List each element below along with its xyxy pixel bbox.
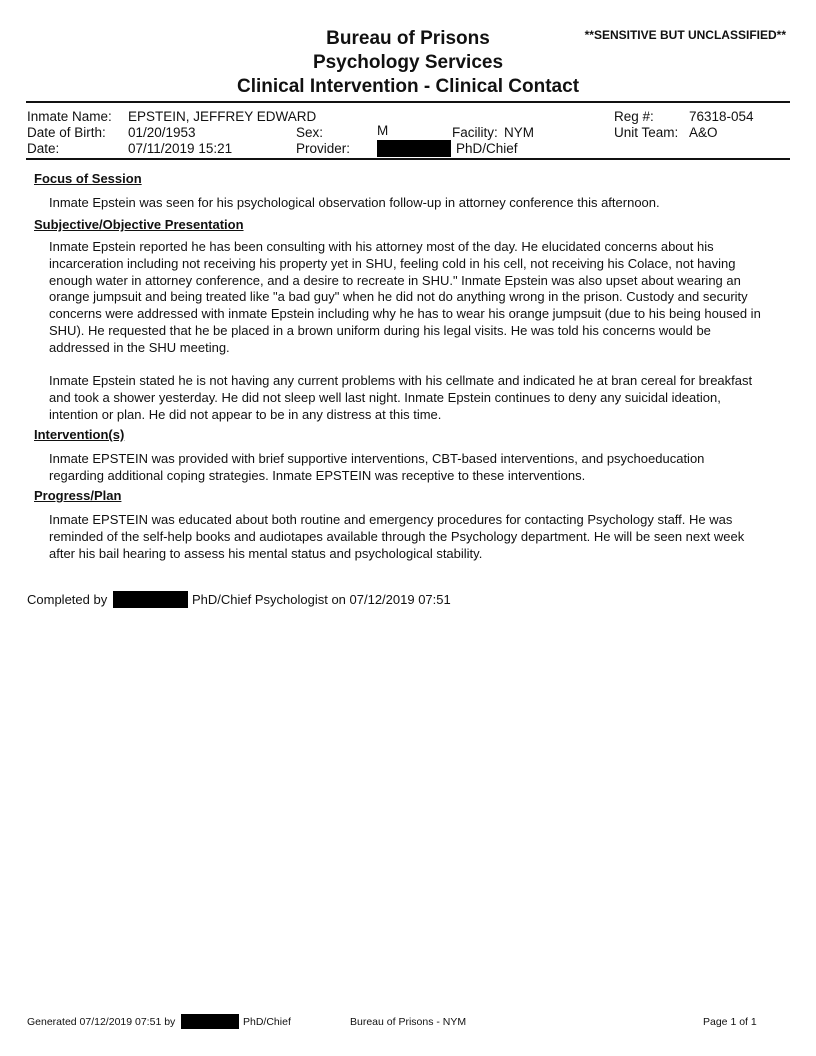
facility-value: NYM bbox=[504, 125, 534, 140]
classification-label: **SENSITIVE BUT UNCLASSIFIED** bbox=[584, 28, 786, 42]
presentation-heading: Subjective/Objective Presentation bbox=[34, 217, 244, 232]
footer-org: Bureau of Prisons - NYM bbox=[350, 1016, 467, 1028]
presentation-text-2: Inmate Epstein stated he is not having any current problems with his cellmate and indicated he at bran cereal for breakfast and took a shower yesterday. He did not sleep well last night. Inmate Epstein continues to deny any suicidal ideation, intention or plan. He did not appear to be in any distress at this time. bbox=[49, 373, 753, 422]
top-rule bbox=[26, 101, 790, 103]
date-label: Date: bbox=[27, 141, 60, 156]
bottom-rule bbox=[26, 158, 790, 160]
footer-generated: Generated 07/12/2019 07:51 by bbox=[27, 1016, 176, 1028]
unit-team-label: Unit Team: bbox=[614, 125, 679, 140]
completed-by-title: PhD/Chief Psychologist on 07/12/2019 07:51 bbox=[192, 592, 451, 607]
footer-page-number: Page 1 of 1 bbox=[703, 1016, 757, 1028]
redaction-box bbox=[377, 140, 451, 157]
inmate-name-label: Inmate Name: bbox=[27, 109, 112, 124]
reg-label: Reg #: bbox=[614, 109, 654, 124]
sex-label: Sex: bbox=[296, 125, 324, 140]
focus-text: Inmate Epstein was seen for his psychological observation follow-up in attorney conference this afternoon. bbox=[49, 195, 660, 210]
redaction-box bbox=[113, 591, 188, 608]
plan-text: Inmate EPSTEIN was educated about both routine and emergency procedures for contacting Psychology staff. He was reminded of the self-help books and audiotapes available through the Psychology department. He will be seen next week after his bail hearing to assess his mental status and psychological stability. bbox=[49, 512, 745, 561]
footer-title: PhD/Chief bbox=[243, 1016, 291, 1028]
focus-heading: Focus of Session bbox=[34, 171, 142, 186]
dept-title: Psychology Services bbox=[312, 52, 504, 73]
plan-heading: Progress/Plan bbox=[34, 488, 122, 503]
unit-team-value: A&O bbox=[689, 125, 718, 140]
date-value: 07/11/2019 15:21 bbox=[128, 141, 233, 156]
redaction-box bbox=[181, 1014, 239, 1029]
org-title: Bureau of Prisons bbox=[326, 28, 490, 49]
presentation-text-1: Inmate Epstein reported he has been consulting with his attorney most of the day. He elucidated concerns about his incarceration including not receiving his property yet in SHU, feeling cold in his cell, not receiving his Colace, not having enough water in attorney conference, and a desire to recreate in SHU." Inmate Epstein was also upset about wearing an orange jumpsuit and being treated like "a bad guy" when he did not do anything wrong in the prison. Custody and security concerns were addressed with inmate Epstein including why he has to wear his orange jumpsuit (due to his being housed in SHU). He requested that he be placed in a brown uniform during his legal visits. He was told his concerns would be addressed in the SHU meeting. bbox=[49, 239, 761, 355]
sex-value: M bbox=[377, 123, 389, 138]
reg-value: 76318-054 bbox=[689, 109, 754, 124]
form-title: Clinical Intervention - Clinical Contact bbox=[236, 76, 580, 97]
intervention-text: Inmate EPSTEIN was provided with brief supportive interventions, CBT-based interventions, and psychoeducation regarding additional coping strategies. Inmate EPSTEIN was receptive to these interventions. bbox=[49, 451, 705, 483]
facility-label: Facility: bbox=[452, 125, 498, 140]
provider-label: Provider: bbox=[296, 141, 351, 156]
inmate-name: EPSTEIN, JEFFREY EDWARD bbox=[128, 109, 317, 124]
dob-value: 01/20/1953 bbox=[128, 125, 196, 140]
dob-label: Date of Birth: bbox=[27, 125, 106, 140]
provider-title: PhD/Chief bbox=[456, 141, 518, 156]
intervention-heading: Intervention(s) bbox=[34, 427, 125, 442]
completed-by-label: Completed by bbox=[27, 592, 108, 607]
